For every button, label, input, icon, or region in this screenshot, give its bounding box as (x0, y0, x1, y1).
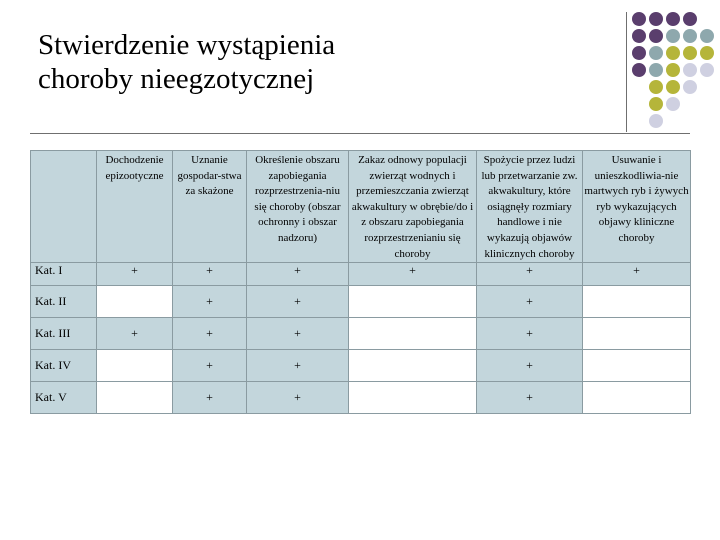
table-row (31, 286, 691, 318)
header-human-consumption: Spożycie przez ludzi lub przetwarzanie zw. akwakultury, które osiągnęły rozmiary handlowe i nie wykazują objawów klinicznych choroby (477, 151, 583, 263)
decorative-dot (666, 80, 680, 94)
decorative-dot (649, 46, 663, 60)
decorative-dot (666, 12, 680, 26)
row-label: Kat. II (31, 286, 97, 318)
table-cell: + (247, 286, 349, 318)
decorative-dot (666, 63, 680, 77)
table-cell: + (97, 263, 173, 286)
decorative-dot (666, 29, 680, 43)
header-epizootic-investigation: Dochodzenie epizootyczne (97, 151, 173, 263)
decorative-dot (649, 29, 663, 43)
decorative-dot (649, 97, 663, 111)
table-cell: + (173, 382, 247, 414)
table-cell (349, 318, 477, 350)
table-cell: + (583, 263, 691, 286)
decorative-dot (700, 63, 714, 77)
decorative-dot (683, 46, 697, 60)
row-label: Kat. I (31, 263, 97, 286)
table-cell: + (349, 263, 477, 286)
decorative-dot (666, 46, 680, 60)
vertical-divider (626, 12, 627, 132)
table-row (31, 263, 691, 286)
decorative-dot (666, 97, 680, 111)
header-removal-disposal: Usuwanie i unieszkodliwia-nie martwych ryb i żywych ryb wykazujących objawy kliniczne choroby (583, 151, 691, 263)
table-cell (349, 382, 477, 414)
row-label: Kat. IV (31, 350, 97, 382)
header-farm-declared-infected: Uznanie gospodar-stwa za skażone (173, 151, 247, 263)
table-cell: + (173, 286, 247, 318)
table-row (31, 318, 691, 350)
decorative-dot (683, 63, 697, 77)
table-cell: + (247, 350, 349, 382)
table-cell (349, 350, 477, 382)
table-cell: + (247, 382, 349, 414)
table-cell: + (477, 382, 583, 414)
table-cell (583, 286, 691, 318)
title-line-1: Stwierdzenie wystąpienia (38, 29, 336, 61)
table-cell (583, 350, 691, 382)
category-table (30, 150, 691, 414)
table-cell (583, 318, 691, 350)
decorative-dot (649, 12, 663, 26)
horizontal-divider (30, 133, 690, 134)
decorative-dot (649, 114, 663, 128)
header-containment-area: Określenie obszaru zapobiegania rozprzestrzenia-niu się choroby (obszar ochronny i obszar nadzoru) (247, 151, 349, 263)
decorative-dot (632, 29, 646, 43)
table-cell (97, 382, 173, 414)
table-row (31, 350, 691, 382)
row-label: Kat. III (31, 318, 97, 350)
title-line-2: choroby nieegzotycznej (38, 63, 315, 95)
decorative-dot (632, 12, 646, 26)
table-cell: + (173, 318, 247, 350)
table-cell (349, 286, 477, 318)
table-cell: + (173, 263, 247, 286)
decorative-dot (683, 29, 697, 43)
decorative-dot (632, 46, 646, 60)
decorative-dot (683, 12, 697, 26)
table-cell: + (247, 263, 349, 286)
table-row (31, 382, 691, 414)
decorative-dot (700, 46, 714, 60)
decorative-dot (649, 63, 663, 77)
header-cell-blank (31, 151, 97, 263)
table-cell: + (173, 350, 247, 382)
table-cell: + (247, 318, 349, 350)
header-restocking-ban: Zakaz odnowy populacji zwierząt wodnych i przemieszczania zwierząt akwakultury w obrębie/do i z obszaru zapobiegania rozprzestrzenianiu się choroby (349, 151, 477, 263)
header-row (31, 151, 691, 263)
table-cell: + (477, 350, 583, 382)
decorative-dot (700, 29, 714, 43)
decorative-dot (649, 80, 663, 94)
decorative-dot (632, 63, 646, 77)
slide-title (38, 28, 335, 96)
row-label: Kat. V (31, 382, 97, 414)
decorative-dot (683, 80, 697, 94)
table-cell: + (97, 318, 173, 350)
table-cell (583, 382, 691, 414)
table-cell: + (477, 286, 583, 318)
table-cell: + (477, 318, 583, 350)
table-cell (97, 350, 173, 382)
table-cell: + (477, 263, 583, 286)
table-cell (97, 286, 173, 318)
